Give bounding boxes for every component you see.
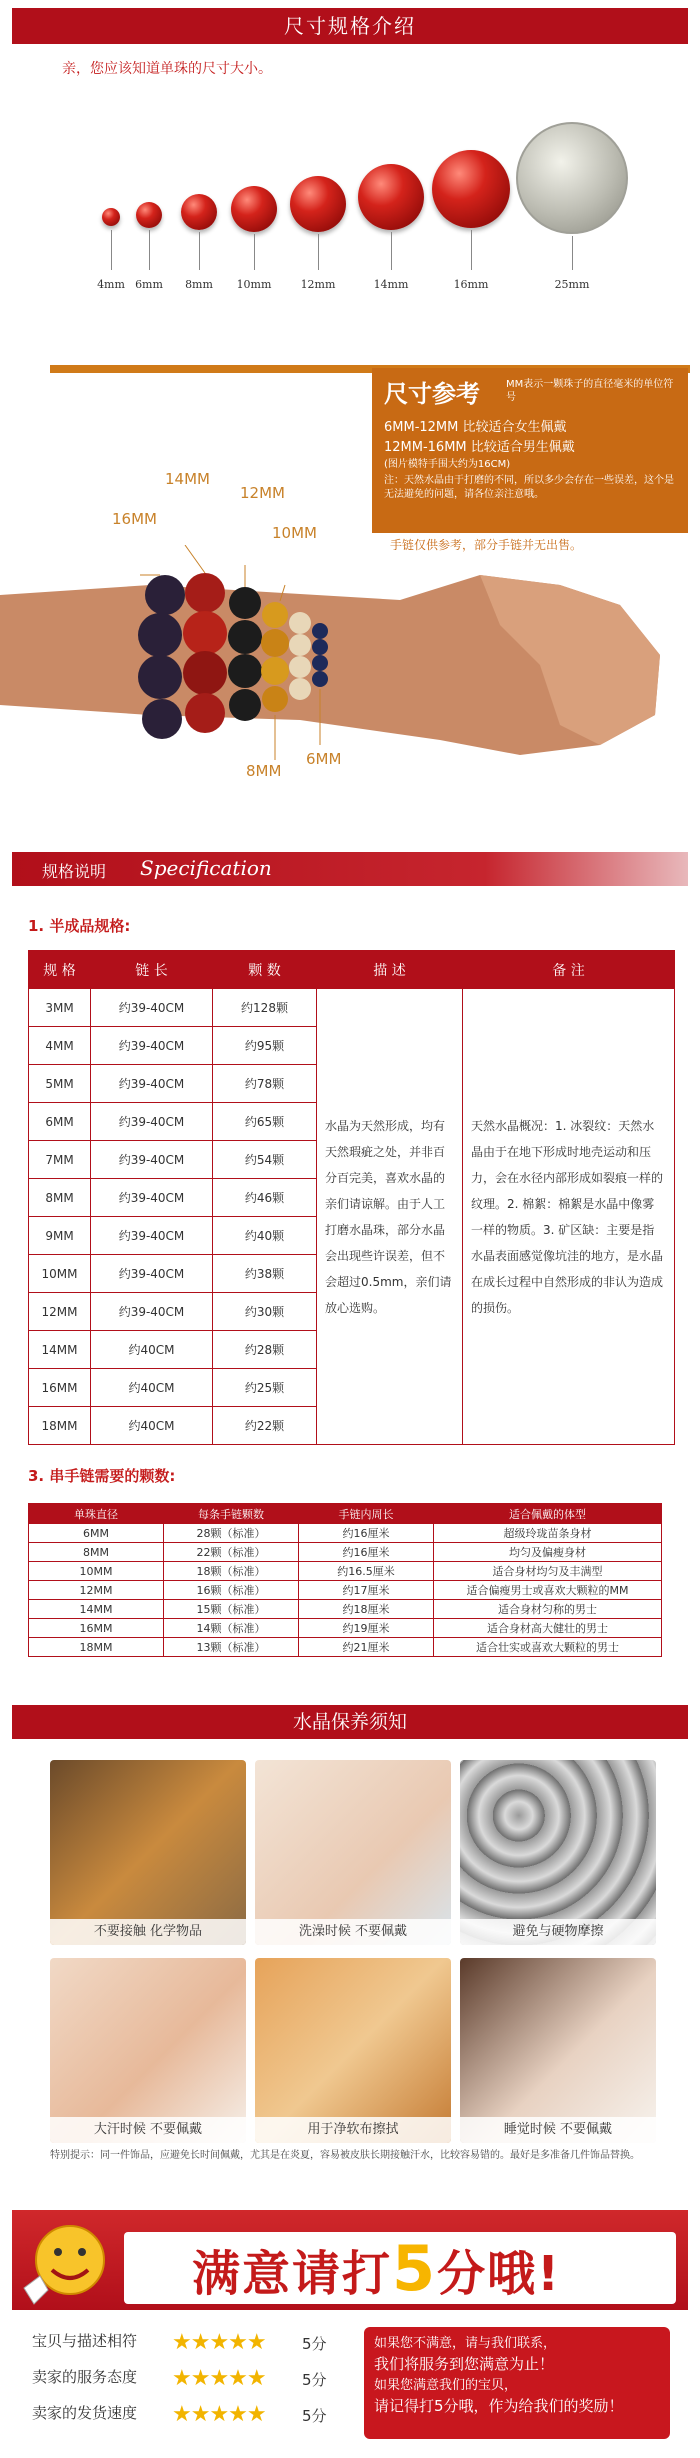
table-cell: 16颗（标准）: [164, 1581, 299, 1600]
table1-header: 描 述: [317, 951, 463, 989]
care-card-hard-objects: [460, 1760, 656, 1945]
table-cell: 均匀及偏瘦身材: [434, 1543, 662, 1562]
size-reference-line4: 注：天然水晶由于打磨的不同，所以多少会存在一些误差，这个是无法避免的问题，请各位亲注意哦。: [384, 475, 674, 500]
rating-banner-number: 5: [392, 2232, 438, 2305]
table-row: [29, 1581, 662, 1600]
bead-label: 12mm: [300, 278, 336, 291]
table-cell: 8MM: [29, 1179, 91, 1217]
bead-label: 10mm: [236, 278, 272, 291]
table-cell: 约30颗: [213, 1293, 317, 1331]
table-cell: 约95颗: [213, 1027, 317, 1065]
star-icon: ★★★★★: [172, 2402, 266, 2427]
table-cell: 14MM: [29, 1331, 91, 1369]
table-cell: 3MM: [29, 989, 91, 1027]
table-cell: 约39-40CM: [91, 1065, 213, 1103]
table-cell: 18MM: [29, 1638, 164, 1657]
table-cell: 约78颗: [213, 1065, 317, 1103]
table-row: [29, 1524, 662, 1543]
coin-label: 25mm: [554, 278, 590, 291]
arm-label-12mm: 12MM: [240, 484, 285, 502]
size-reference-footer: 手链仅供参考，部分手链并无出售。: [390, 538, 583, 552]
table2-header: 单珠直径: [29, 1504, 164, 1524]
table-cell: 约39-40CM: [91, 1179, 213, 1217]
table-cell: 约17厘米: [299, 1581, 434, 1600]
size-reference-line2: 12MM-16MM 比较适合男生佩戴: [384, 440, 575, 455]
care-caption: 大汗时候 不要佩戴: [50, 2117, 246, 2143]
rating-label: 宝贝与描述相符: [32, 2332, 138, 2350]
table-cell: 适合偏瘦男士或喜欢大颗粒的MM: [434, 1581, 662, 1600]
table-cell: 约40颗: [213, 1217, 317, 1255]
table-cell: 8MM: [29, 1543, 164, 1562]
table2-title: 3. 串手链需要的颗数:: [28, 1467, 176, 1485]
bead-guide-line: [254, 234, 255, 270]
table1-header: 链 长: [91, 951, 213, 989]
care-caption: 不要接触 化学物品: [50, 1919, 246, 1945]
table2-header: 每条手链颗数: [164, 1504, 299, 1524]
table-cell: 22颗（标准）: [164, 1543, 299, 1562]
bead-label: 6mm: [135, 278, 163, 291]
care-card-chemicals: [50, 1760, 246, 1945]
smiley-thumbs-up-icon: [20, 2218, 120, 2308]
bead-guide-line: [111, 230, 112, 270]
table1-header: 备 注: [463, 951, 675, 989]
table-row: [29, 1638, 662, 1657]
table-cell: 16MM: [29, 1369, 91, 1407]
rating-banner-text: [192, 2232, 561, 2305]
bead-label: 4mm: [97, 278, 125, 291]
care-title: 水晶保养须知: [12, 1705, 688, 1739]
feedback-message-line: 如果您满意我们的宝贝，: [374, 2378, 518, 2393]
table-cell: 约65颗: [213, 1103, 317, 1141]
table-cell: 约39-40CM: [91, 1103, 213, 1141]
table-cell: 5MM: [29, 1065, 91, 1103]
table-cell: 约21厘米: [299, 1638, 434, 1657]
table-cell: 约39-40CM: [91, 1141, 213, 1179]
bead-guide-line: [471, 230, 472, 270]
table-cell: 约54颗: [213, 1141, 317, 1179]
table-cell: 10MM: [29, 1562, 164, 1581]
table-cell: 12MM: [29, 1581, 164, 1600]
care-caption: 睡觉时候 不要佩戴: [460, 2117, 656, 2143]
care-card-sleeping: [460, 1958, 656, 2143]
feedback-message-line: 如果您不满意，请与我们联系，: [374, 2336, 557, 2351]
rating-row: [32, 2366, 352, 2396]
feedback-message-line: 请记得打5分哦，作为给我们的奖励！: [374, 2397, 624, 2415]
table-cell: 超级玲珑苗条身材: [434, 1524, 662, 1543]
bead-guide-line: [391, 232, 392, 270]
arm-bracelet-photo: [0, 545, 700, 790]
table-row: [29, 989, 675, 1027]
spec-title-en: Specification: [140, 856, 272, 880]
table-cell: 10MM: [29, 1255, 91, 1293]
table-cell: 6MM: [29, 1103, 91, 1141]
table-cell: 约28颗: [213, 1331, 317, 1369]
table-row: [29, 1600, 662, 1619]
feedback-message-box: [364, 2327, 670, 2439]
bead-8mm: [181, 194, 217, 230]
star-icon: ★★★★★: [172, 2366, 266, 2391]
care-tip: 特别提示：同一件饰品，应避免长时间佩戴，尤其是在炎夏，容易被皮肤长期接触汗水，比较容易错的。最好是多准备几件饰品替换。: [50, 2150, 640, 2161]
rating-banner: [12, 2210, 688, 2310]
table-cell: 适合身材高大健壮的男士: [434, 1619, 662, 1638]
spec-title-cn: 规格说明: [42, 862, 107, 881]
size-intro-text: 亲，您应该知道单珠的尺寸大小。: [62, 61, 272, 77]
arm-label-16mm: 16MM: [112, 510, 157, 528]
table-cell: 4MM: [29, 1027, 91, 1065]
size-reference-note: MM表示一颗珠子的直径毫米的单位符号: [506, 379, 674, 403]
bead-count-table: [28, 1503, 662, 1657]
table-cell: 约39-40CM: [91, 1293, 213, 1331]
table-cell: 约40CM: [91, 1331, 213, 1369]
table-cell: 约40CM: [91, 1407, 213, 1445]
care-card-bathing: [255, 1760, 451, 1945]
table-cell: 约16厘米: [299, 1543, 434, 1562]
table-row: [29, 1543, 662, 1562]
bead-16mm: [432, 150, 510, 228]
table-cell: 9MM: [29, 1217, 91, 1255]
description-cell: 水晶为天然形成，均有天然瑕疵之处，并非百分百完美，喜欢水晶的亲们请谅解。由于人工打磨水晶珠，部分水晶会出现些许误差，但不会超过0.5mm，亲们请放心选购。: [317, 989, 463, 1445]
rating-score: 5分: [302, 2335, 327, 2353]
bead-label: 8mm: [185, 278, 213, 291]
size-reference-line3: (图片模特手围大约为16CM): [384, 459, 511, 470]
table-cell: 6MM: [29, 1524, 164, 1543]
bead-12mm: [290, 176, 346, 232]
table-cell: 15颗（标准）: [164, 1600, 299, 1619]
table-cell: 约16.5厘米: [299, 1562, 434, 1581]
table-cell: 18MM: [29, 1407, 91, 1445]
table-cell: 约128颗: [213, 989, 317, 1027]
rating-label: 卖家的发货速度: [32, 2404, 138, 2422]
rating-score: 5分: [302, 2407, 327, 2425]
table-cell: 约39-40CM: [91, 1255, 213, 1293]
table-cell: 约25颗: [213, 1369, 317, 1407]
spec-header: [12, 852, 688, 886]
table-cell: 约46颗: [213, 1179, 317, 1217]
rating-row: [32, 2330, 352, 2360]
size-reference-title: 尺寸参考: [384, 380, 480, 408]
rating-score: 5分: [302, 2371, 327, 2389]
bead-guide-line: [149, 230, 150, 270]
care-caption: 用于净软布擦拭: [255, 2117, 451, 2143]
arm-label-10mm: 10MM: [272, 524, 317, 542]
bead-size-comparison: [0, 110, 700, 310]
table-cell: 13颗（标准）: [164, 1638, 299, 1657]
rating-label: 卖家的服务态度: [32, 2368, 138, 2386]
table-row: [29, 1562, 662, 1581]
semi-finished-spec-table: [28, 950, 675, 1445]
table-cell: 约38颗: [213, 1255, 317, 1293]
table-cell: 7MM: [29, 1141, 91, 1179]
bead-4mm: [102, 208, 120, 226]
arm-label-6mm: 6MM: [306, 750, 342, 768]
table1-header: 规 格: [29, 951, 91, 989]
table-cell: 适合壮实或喜欢大颗粒的男士: [434, 1638, 662, 1657]
table-cell: 14颗（标准）: [164, 1619, 299, 1638]
arm-label-8mm: 8MM: [246, 762, 282, 780]
rating-row: [32, 2402, 352, 2432]
table2-header: 手链内周长: [299, 1504, 434, 1524]
size-reference-line1: 6MM-12MM 比较适合女生佩戴: [384, 420, 567, 435]
table1-header: 颗 数: [213, 951, 317, 989]
feedback-message-line: 我们将服务到您满意为止！: [374, 2355, 555, 2373]
table-cell: 约39-40CM: [91, 1217, 213, 1255]
table-cell: 约39-40CM: [91, 1027, 213, 1065]
rating-banner-pre: 满意请打: [192, 2246, 393, 2302]
arm-label-14mm: 14MM: [165, 470, 210, 488]
table-cell: 约39-40CM: [91, 989, 213, 1027]
care-card-soft-cloth: [255, 1958, 451, 2143]
care-caption: 避免与硬物摩擦: [460, 1919, 656, 1945]
care-caption: 洗澡时候 不要佩戴: [255, 1919, 451, 1945]
star-icon: ★★★★★: [172, 2330, 266, 2355]
bead-guide-line: [572, 236, 573, 270]
remark-cell: 天然水晶概况：1. 冰裂纹：天然水晶由于在地下形成时地壳运动和压力，会在水径内部形成如裂痕一样的纹理。2. 棉絮：棉絮是水晶中像雾一样的物质。3. 矿区缺：主要是指水晶表面感觉像坑洼的地方，是水晶在成长过程中自然形成的非认为造成的损伤。: [463, 989, 675, 1445]
table-cell: 12MM: [29, 1293, 91, 1331]
bead-6mm: [136, 202, 162, 228]
bead-guide-line: [318, 234, 319, 270]
table-cell: 约19厘米: [299, 1619, 434, 1638]
table-cell: 约18厘米: [299, 1600, 434, 1619]
coin-icon: [516, 122, 628, 234]
bead-label: 14mm: [373, 278, 409, 291]
bead-guide-line: [199, 232, 200, 270]
table-cell: 14MM: [29, 1600, 164, 1619]
bead-10mm: [231, 186, 277, 232]
table2-header: 适合佩戴的体型: [434, 1504, 662, 1524]
table-cell: 适合身材匀称的男士: [434, 1600, 662, 1619]
table-cell: 18颗（标准）: [164, 1562, 299, 1581]
table-cell: 约40CM: [91, 1369, 213, 1407]
table1-title: 1. 半成品规格:: [28, 917, 131, 935]
size-section-title: 尺寸规格介绍: [12, 8, 688, 44]
table-cell: 约16厘米: [299, 1524, 434, 1543]
table-cell: 16MM: [29, 1619, 164, 1638]
table-cell: 适合身材均匀及丰满型: [434, 1562, 662, 1581]
bead-label: 16mm: [453, 278, 489, 291]
table-cell: 28颗（标准）: [164, 1524, 299, 1543]
table-row: [29, 1619, 662, 1638]
size-reference-box: [372, 368, 688, 533]
care-card-sweating: [50, 1958, 246, 2143]
bead-14mm: [358, 164, 424, 230]
table-cell: 约22颗: [213, 1407, 317, 1445]
rating-banner-post: 分哦!: [437, 2246, 562, 2302]
